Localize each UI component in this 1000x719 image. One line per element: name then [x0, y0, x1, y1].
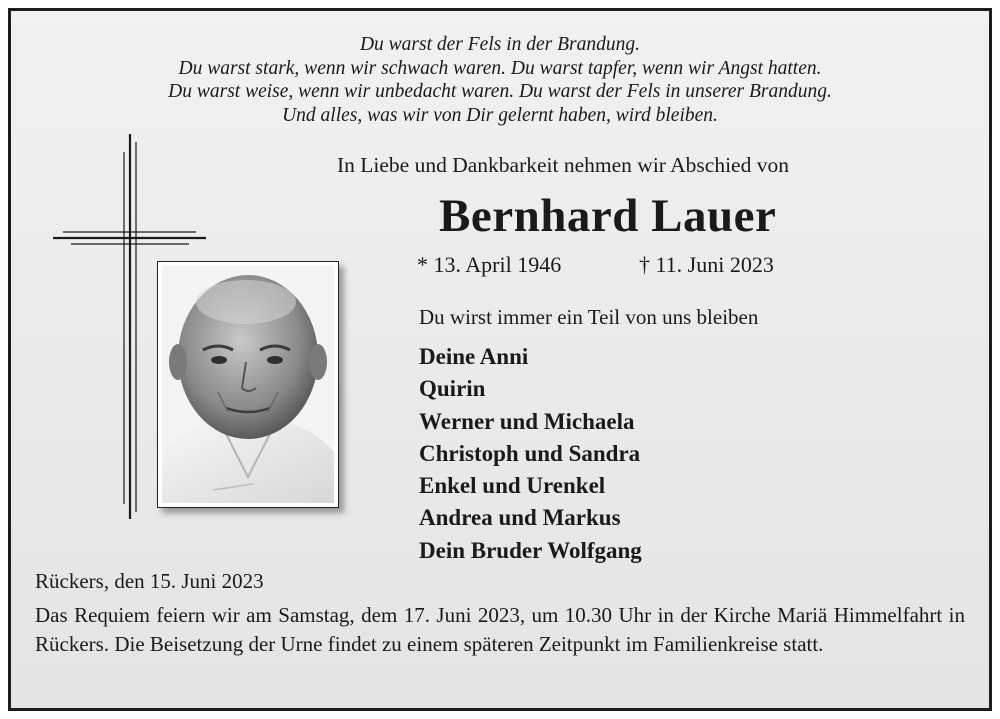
requiem-text: Das Requiem feiern wir am Samstag, dem 17. Juni 2023, um 10.30 Uhr in der Kirche Mariä Himmelfahrt in Rückers. Die Beisetzung der Urne findet zu einem späteren Zeitpunkt im Familienkreise statt. [35, 603, 965, 656]
birth-date: * 13. April 1946 [417, 252, 562, 277]
poem-line: Du warst weise, wenn wir unbedacht waren. Du warst der Fels in unserer Brandung. [168, 81, 832, 102]
poem-line: Du warst stark, wenn wir schwach waren. Du warst tapfer, wenn wir Angst hatten. [178, 57, 822, 79]
death-date: † 11. Juni 2023 [639, 252, 774, 277]
family-member: Quirin [419, 376, 486, 402]
family-member: Werner und Michaela [419, 408, 635, 434]
poem [11, 33, 989, 127]
family-member: Andrea und Markus [419, 505, 621, 531]
family-member: Deine Anni [419, 344, 529, 369]
poem-line: Und alles, was wir von Dir gelernt haben, wird bleiben. [282, 104, 718, 126]
poem-line: Du warst der Fels in der Brandung. [359, 34, 641, 55]
intro-text: In Liebe und Dankbarkeit nehmen wir Abschied von [337, 153, 789, 177]
family-member: Dein Bruder Wolfgang [419, 537, 642, 563]
deceased-name: Bernhard Lauer [439, 190, 777, 242]
portrait-photo [157, 261, 339, 508]
place-date: Rückers, den 15. Juni 2023 [35, 569, 264, 593]
family-member: Enkel und Urenkel [419, 473, 606, 499]
family-list [419, 341, 642, 567]
family-member: Christoph und Sandra [419, 440, 641, 466]
obituary-notice [8, 8, 992, 711]
motto-text: Du wirst immer ein Teil von uns bleiben [419, 305, 759, 329]
